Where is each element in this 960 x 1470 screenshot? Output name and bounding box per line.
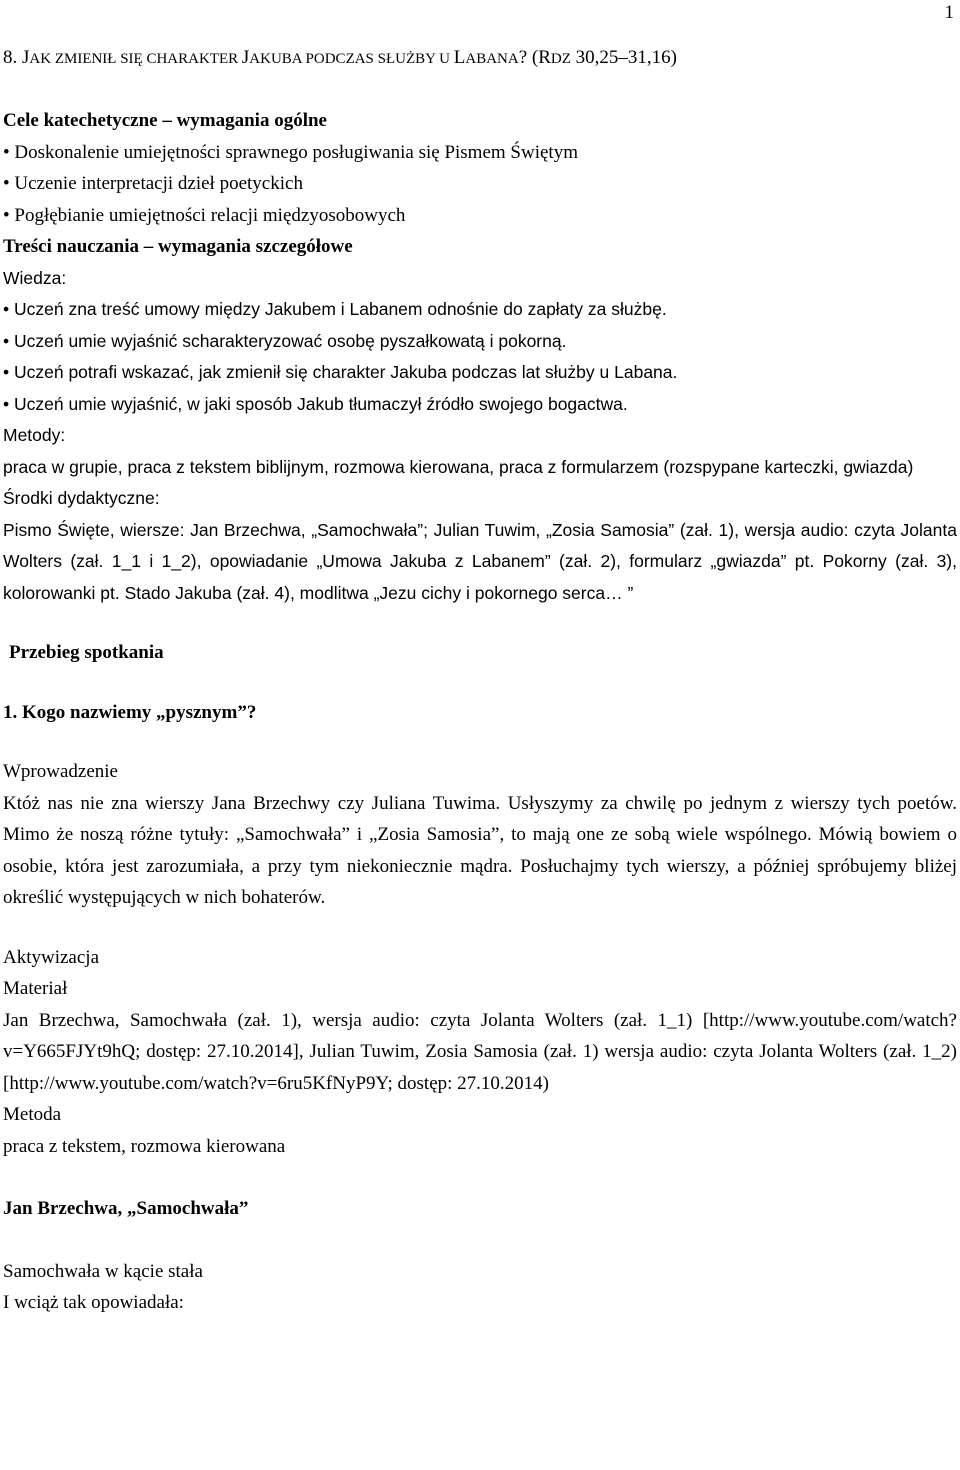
general-goals-heading: Cele katechetyczne – wymagania ogólne: [3, 110, 327, 131]
document-body: [3, 42, 957, 1319]
goal-item: • Uczenie interpretacji dzieł poetyckich: [3, 173, 303, 194]
poem-line: I wciąż tak opowiadała:: [3, 1292, 184, 1313]
material-text: Jan Brzechwa, Samochwała (zał. 1), wersja audio: czyta Jolanta Wolters (zał. 1_1) [http://www.youtube.com/watch?v=Y665FJYt9hQ; dostęp: 27.10.2014], Julian Tuwim, Zosia Samosia (zał. 1) wersja audio: czyta Jolanta Wolters (zał. 1_2) [http://www.youtube.com/watch?v=6ru5KfNyP9Y; dostęp: 27.10.2014): [3, 1009, 957, 1094]
poem-heading: Jan Brzechwa, „Samochwała”: [3, 1198, 249, 1219]
goal-item: • Pogłębianie umiejętności relacji międzyosobowych: [3, 204, 406, 226]
section-heading: 1. Kogo nazwiemy „pysznym”?: [3, 701, 257, 723]
intro-heading: Wprowadzenie: [3, 761, 118, 782]
method-text: praca z tekstem, rozmowa kierowana: [3, 1135, 286, 1157]
meeting-heading: Przebieg spotkania: [9, 642, 164, 663]
knowledge-item: • Uczeń potrafi wskazać, jak zmienił się charakter Jakuba podczas lat służby u Labana.: [3, 362, 678, 382]
material-label: Materiał: [3, 978, 68, 999]
page-number: 1: [944, 2, 954, 23]
methods-label: Metody:: [3, 425, 66, 445]
knowledge-item: • Uczeń umie wyjaśnić, w jaki sposób Jakub tłumaczył źródło swojego bogactwa.: [3, 393, 628, 414]
poem-line: Samochwała w kącie stała: [3, 1260, 203, 1282]
activation-heading: Aktywizacja: [3, 946, 100, 968]
lesson-title: 8. JAK ZMIENIŁ SIĘ CHARAKTER JAKUBA PODCZAS SŁUŻBY U LABANA? (RDZ 30,25–31,16): [3, 47, 677, 68]
means-label: Środki dydaktyczne:: [3, 488, 160, 508]
method-label: Metoda: [3, 1104, 62, 1125]
knowledge-label: Wiedza:: [3, 267, 67, 288]
methods-text: praca w grupie, praca z tekstem biblijnym, rozmowa kierowana, praca z formularzem (rozspypane karteczki, gwiazda): [3, 456, 914, 477]
means-text: Pismo Święte, wiersze: Jan Brzechwa, „Samochwała”; Julian Tuwim, „Zosia Samosia” (zał. 1), wersja audio: czyta Jolanta Wolters (zał. 1_1 i 1_2), opowiadanie „Umowa Jakuba z Labanem” (zał. 2), formularz „gwiazda” pt. Pokorny (zał. 3), kolorowanki pt. Stado Jakuba (zał. 4), modlitwa „Jezu cichy i pokornego serca… ”: [3, 519, 957, 603]
goal-item: • Doskonalenie umiejętności sprawnego posługiwania się Pismem Świętym: [3, 141, 578, 163]
intro-text: Któż nas nie zna wierszy Jana Brzechwy czy Juliana Tuwima. Usłyszymy za chwilę po jednym z wierszy tych poetów. Mimo że noszą różne tytuły: „Samochwała” i „Zosia Samosia”, to mają one ze sobą wiele wspólnego. Mówią bowiem o osobie, która jest zarozumiała, a przy tym niekoniecznie mądra. Posłuchajmy tych wierszy, a później spróbujemy bliżej określić występujących w nich bohaterów.: [3, 792, 957, 908]
knowledge-item: • Uczeń zna treść umowy między Jakubem i Labanem odnośnie do zapłaty za służbę.: [3, 299, 667, 319]
knowledge-item: • Uczeń umie wyjaśnić scharakteryzować osobę pyszałkowatą i pokorną.: [3, 330, 567, 351]
detailed-goals-heading: Treści nauczania – wymagania szczegółowe: [3, 236, 353, 257]
